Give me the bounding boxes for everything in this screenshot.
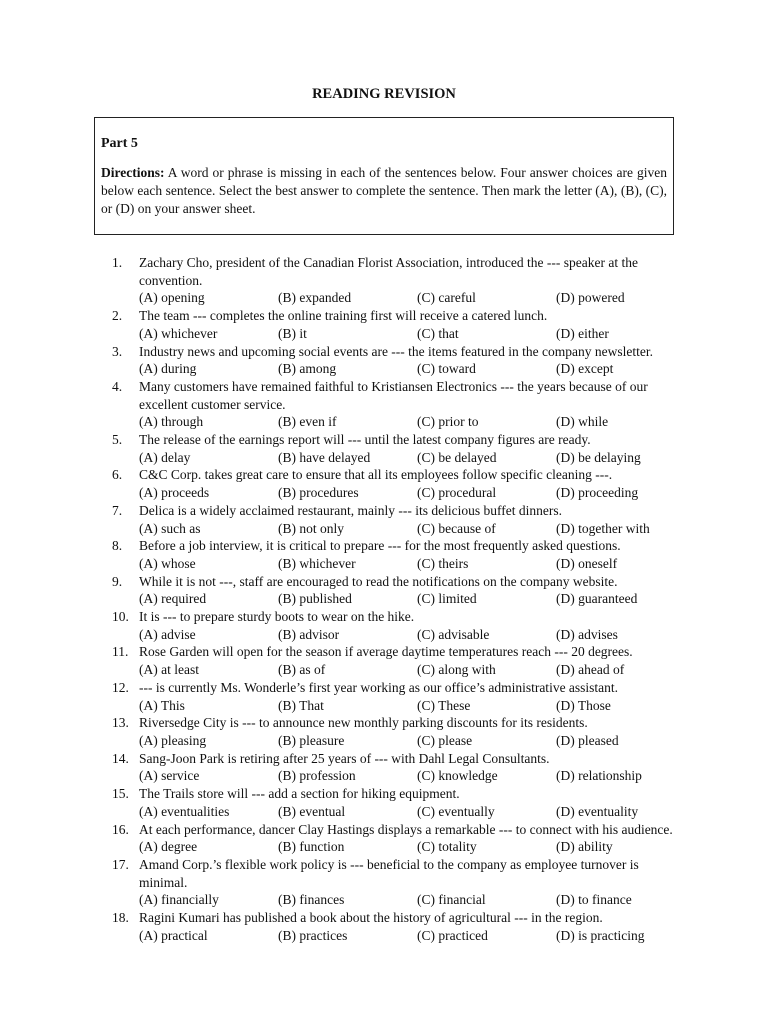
answer-option: (C) totality	[417, 839, 477, 855]
question-item	[112, 608, 682, 643]
question-number: 5.	[112, 432, 123, 448]
answer-option: (A) This	[139, 697, 185, 713]
question-stem	[112, 466, 682, 484]
question-item	[112, 750, 682, 785]
answer-option: (D) proceeding	[556, 485, 639, 501]
question-text: The release of the earnings report will --- until the latest company figures are ready.	[139, 432, 591, 448]
question-text: C&C Corp. takes great care to ensure that all its employees follow specific cleaning ---.	[139, 467, 613, 483]
question-number: 18.	[112, 910, 129, 926]
answer-options	[112, 838, 682, 856]
question-stem	[112, 502, 682, 520]
question-stem	[112, 431, 682, 449]
answer-option: (B) even if	[278, 414, 337, 430]
question-text: Industry news and upcoming social events are --- the items featured in the company newsletter.	[139, 343, 653, 359]
answer-option: (C) financial	[417, 892, 486, 908]
answer-option: (D) powered	[556, 290, 625, 306]
question-item	[112, 909, 682, 944]
question-item	[112, 431, 682, 466]
answer-option: (D) except	[556, 361, 614, 377]
answer-option: (B) have delayed	[278, 449, 371, 465]
answer-option: (C) These	[417, 697, 471, 713]
answer-option: (A) through	[139, 414, 204, 430]
question-text: Amand Corp.’s flexible work policy is --- beneficial to the company as employee turnover is minimal.	[139, 856, 639, 890]
question-text: --- is currently Ms. Wonderle’s first year working as our office’s administrative assistant.	[139, 679, 619, 695]
question-text: Before a job interview, it is critical to prepare --- for the most frequently asked questions.	[139, 538, 621, 554]
answer-option: (C) eventually	[417, 803, 495, 819]
answer-option: (C) because of	[417, 520, 496, 536]
directions-box	[94, 117, 674, 235]
answer-option: (D) be delaying	[556, 449, 641, 465]
answer-option: (B) finances	[278, 892, 345, 908]
answer-option: (D) to finance	[556, 892, 632, 908]
question-number: 1.	[112, 255, 123, 270]
answer-option: (C) that	[417, 325, 459, 341]
answer-options	[112, 626, 682, 644]
answer-option: (B) as of	[278, 662, 326, 678]
answer-option: (B) That	[278, 697, 324, 713]
question-number: 11.	[112, 644, 129, 660]
question-number: 6.	[112, 467, 123, 483]
answer-option: (D) Those	[556, 697, 611, 713]
answer-option: (B) eventual	[278, 803, 346, 819]
answer-option: (C) procedural	[417, 485, 497, 501]
question-item	[112, 307, 682, 342]
answer-option: (C) practiced	[417, 927, 488, 943]
question-number: 3.	[112, 343, 123, 359]
answer-option: (C) advisable	[417, 626, 490, 642]
answer-options	[112, 732, 682, 750]
question-item	[112, 714, 682, 749]
answer-options	[112, 555, 682, 573]
question-number: 17.	[112, 856, 129, 872]
question-item	[112, 856, 682, 909]
answer-option: (B) whichever	[278, 555, 356, 571]
answer-option: (A) advise	[139, 626, 196, 642]
directions-text: A word or phrase is missing in each of the sentences below. Four answer choices are given below each sentence. Select the best answer to complete the sentence. Then mark the letter (A), (B), (C), or (D) on your answer sheet.	[101, 165, 667, 216]
question-stem	[112, 537, 682, 555]
question-item	[112, 537, 682, 572]
answer-option: (A) required	[139, 591, 207, 607]
answer-option: (A) practical	[139, 927, 208, 943]
question-item	[112, 785, 682, 820]
question-text: Delica is a widely acclaimed restaurant, mainly --- its delicious buffet dinners.	[139, 502, 562, 518]
answer-options	[112, 661, 682, 679]
question-stem	[112, 821, 682, 839]
question-item	[112, 643, 682, 678]
question-text: At each performance, dancer Clay Hastings displays a remarkable --- to connect with his audience.	[139, 821, 673, 837]
answer-option: (D) oneself	[556, 555, 618, 571]
answer-option: (B) profession	[278, 768, 356, 784]
answer-option: (C) theirs	[417, 555, 469, 571]
question-item	[112, 378, 682, 431]
question-stem	[112, 785, 682, 803]
question-text: The team --- completes the online training first will receive a catered lunch.	[139, 308, 548, 324]
question-text: Many customers have remained faithful to Kristiansen Electronics --- the years because of our excellent customer service.	[139, 378, 648, 412]
answer-option: (B) procedures	[278, 485, 359, 501]
question-number: 9.	[112, 573, 123, 589]
answer-option: (C) limited	[417, 591, 477, 607]
answer-option: (C) careful	[417, 290, 476, 306]
question-number: 7.	[112, 502, 123, 518]
answer-option: (D) ability	[556, 839, 613, 855]
answer-options	[112, 289, 682, 307]
question-list	[112, 254, 682, 944]
question-number: 15.	[112, 786, 129, 802]
answer-option: (A) delay	[139, 449, 191, 465]
question-stem	[112, 254, 682, 289]
answer-option: (C) please	[417, 732, 473, 748]
question-number: 13.	[112, 715, 129, 731]
question-stem	[112, 643, 682, 661]
question-number: 4.	[112, 378, 123, 394]
answer-option: (D) either	[556, 325, 609, 341]
question-stem	[112, 856, 682, 891]
question-text: While it is not ---, staff are encouraged to read the notifications on the company website.	[139, 573, 618, 589]
answer-options	[112, 520, 682, 538]
question-stem	[112, 909, 682, 927]
answer-option: (A) during	[139, 361, 197, 377]
question-number: 10.	[112, 609, 129, 625]
question-text: Sang-Joon Park is retiring after 25 years of --- with Dahl Legal Consultants.	[139, 750, 550, 766]
answer-option: (A) such as	[139, 520, 201, 536]
question-number: 2.	[112, 308, 123, 324]
question-stem	[112, 378, 682, 413]
answer-options	[112, 413, 682, 431]
answer-option: (A) at least	[139, 662, 199, 678]
question-text: Ragini Kumari has published a book about the history of agricultural --- in the region.	[139, 910, 603, 926]
answer-option: (B) it	[278, 325, 307, 341]
answer-option: (A) service	[139, 768, 200, 784]
answer-option: (C) knowledge	[417, 768, 498, 784]
answer-option: (C) along with	[417, 662, 496, 678]
answer-options	[112, 891, 682, 909]
page-title: READING REVISION	[312, 86, 456, 102]
answer-options	[112, 927, 682, 945]
answer-option: (D) together with	[556, 520, 650, 536]
answer-options	[112, 767, 682, 785]
answer-option: (A) financially	[139, 892, 219, 908]
answer-option: (A) whichever	[139, 325, 218, 341]
answer-option: (C) prior to	[417, 414, 479, 430]
question-stem	[112, 343, 682, 361]
answer-option: (C) be delayed	[417, 449, 497, 465]
answer-option: (B) practices	[278, 927, 348, 943]
question-stem	[112, 750, 682, 768]
answer-option: (D) advises	[556, 626, 618, 642]
answer-option: (A) degree	[139, 839, 198, 855]
answer-option: (D) is practicing	[556, 927, 645, 943]
question-text: Zachary Cho, president of the Canadian Florist Association, introduced the --- speaker at the convention.	[139, 255, 638, 288]
question-text: Riversedge City is --- to announce new monthly parking discounts for its residents.	[139, 715, 588, 731]
question-text: It is --- to prepare sturdy boots to wear on the hike.	[139, 609, 415, 625]
answer-option: (D) eventuality	[556, 803, 639, 819]
question-stem	[112, 573, 682, 591]
question-text: The Trails store will --- add a section for hiking equipment.	[139, 786, 460, 802]
answer-options	[112, 360, 682, 378]
answer-options	[112, 449, 682, 467]
answer-options	[112, 590, 682, 608]
question-text: Rose Garden will open for the season if average daytime temperatures reach --- 20 degrees.	[139, 644, 633, 660]
directions-label: Directions:	[101, 165, 165, 180]
answer-option: (A) eventualities	[139, 803, 230, 819]
question-stem	[112, 608, 682, 626]
question-item	[112, 573, 682, 608]
directions-paragraph	[101, 164, 667, 218]
answer-option: (B) published	[278, 591, 352, 607]
answer-option: (C) toward	[417, 361, 476, 377]
question-item	[112, 343, 682, 378]
answer-options	[112, 697, 682, 715]
part-heading: Part 5	[101, 136, 138, 151]
answer-options	[112, 484, 682, 502]
question-number: 14.	[112, 750, 129, 766]
answer-option: (A) whose	[139, 555, 196, 571]
question-stem	[112, 679, 682, 697]
question-number: 12.	[112, 679, 129, 695]
answer-option: (B) advisor	[278, 626, 340, 642]
answer-option: (D) guaranteed	[556, 591, 638, 607]
question-item	[112, 254, 682, 307]
answer-option: (A) pleasing	[139, 732, 207, 748]
answer-option: (D) while	[556, 414, 609, 430]
question-number: 16.	[112, 821, 129, 837]
question-item	[112, 502, 682, 537]
question-number: 8.	[112, 538, 123, 554]
answer-options	[112, 803, 682, 821]
answer-option: (D) relationship	[556, 768, 642, 784]
question-stem	[112, 307, 682, 325]
answer-option: (D) ahead of	[556, 662, 625, 678]
question-item	[112, 821, 682, 856]
question-item	[112, 466, 682, 501]
answer-option: (B) among	[278, 361, 337, 377]
question-item	[112, 679, 682, 714]
answer-option: (A) proceeds	[139, 485, 210, 501]
answer-option: (D) pleased	[556, 732, 619, 748]
answer-option: (B) expanded	[278, 290, 352, 306]
answer-option: (B) not only	[278, 520, 344, 536]
answer-option: (B) pleasure	[278, 732, 345, 748]
answer-option: (B) function	[278, 839, 345, 855]
answer-options	[112, 325, 682, 343]
question-stem	[112, 714, 682, 732]
answer-option: (A) opening	[139, 290, 205, 306]
